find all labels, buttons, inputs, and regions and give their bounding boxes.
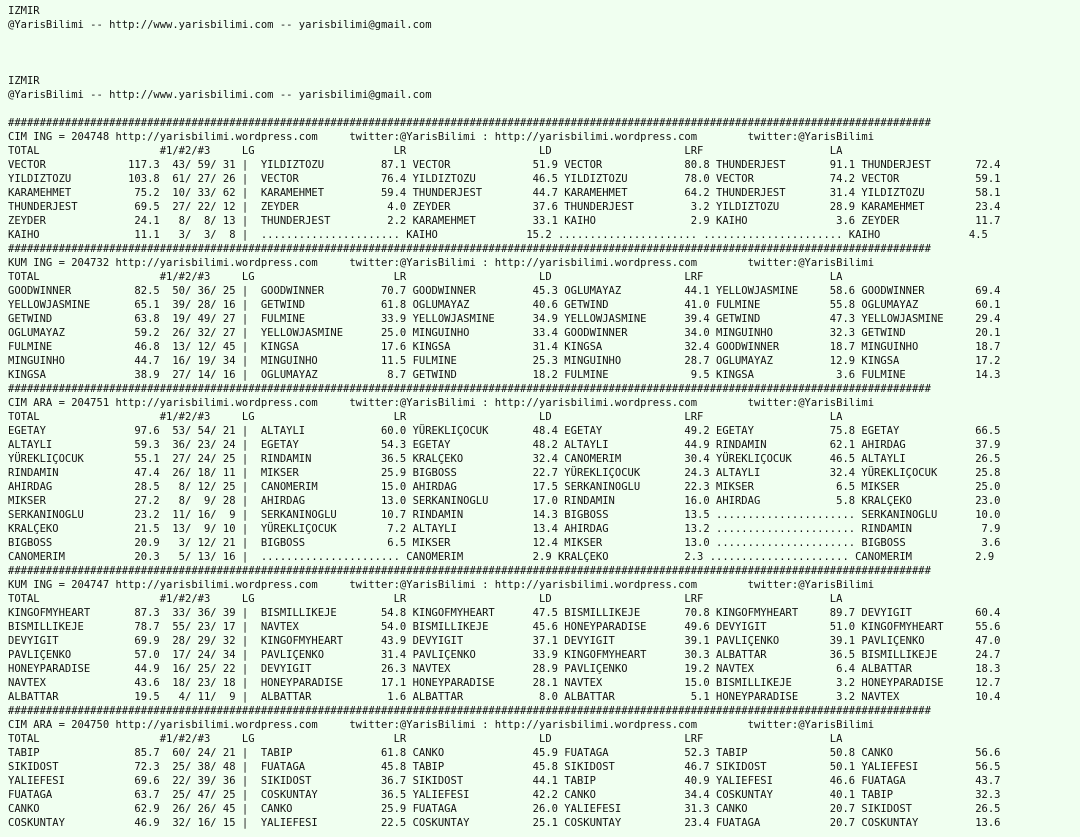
table-row: BISMILLIKEJE 78.7 55/ 23/ 17 | NAVTEX 54.0 BISMILLIKEJE 45.6 HONEYPARADISE 49.6 DEVYIGIT 51.0 KINGOFMYHEART 55.6: [8, 621, 1001, 633]
column-header-row: TOTAL #1/#2/#3 LG LR LD LRF LA: [8, 271, 843, 283]
column-header-row: TOTAL #1/#2/#3 LG LR LD LRF LA: [8, 593, 843, 605]
separator-line: ##################################################################################################################################################: [8, 383, 931, 395]
table-row: KAIHO 11.1 3/ 3/ 8 | ...................... KAIHO 15.2 ...................... ...................... KAIHO 4.5: [8, 229, 988, 241]
column-header-row: TOTAL #1/#2/#3 LG LR LD LRF LA: [8, 411, 843, 423]
table-row: GOODWINNER 82.5 50/ 36/ 25 | GOODWINNER 70.7 GOODWINNER 45.3 OGLUMAYAZ 44.1 YELLOWJASMINE 58.6 GOODWINNER 69.4: [8, 285, 1001, 297]
text-line: @YarisBilimi -- http://www.yarisbilimi.com -- yarisbilimi@gmail.com: [8, 89, 432, 101]
table-row: HONEYPARADISE 44.9 16/ 25/ 22 | DEVYIGIT 26.3 NAVTEX 28.9 PAVLIÇENKO 19.2 NAVTEX 6.4 ALBATTAR 18.3: [8, 663, 1001, 675]
table-row: YILDIZTOZU 103.8 61/ 27/ 26 | VECTOR 76.4 YILDIZTOZU 46.5 YILDIZTOZU 78.0 VECTOR 74.2 VECTOR 59.1: [8, 173, 1001, 185]
table-row: COSKUNTAY 46.9 32/ 16/ 15 | YALIEFESI 22.5 COSKUNTAY 25.1 COSKUNTAY 23.4 FUATAGA 20.7 COSKUNTAY 13.6: [8, 817, 1001, 829]
table-row: CANKO 62.9 26/ 26/ 45 | CANKO 25.9 FUATAGA 26.0 YALIEFESI 31.3 CANKO 20.7 SIKIDOST 26.5: [8, 803, 1001, 815]
blank-line: [8, 46, 1080, 60]
table-row: THUNDERJEST 69.5 27/ 22/ 12 | ZEYDER 4.0 ZEYDER 37.6 THUNDERJEST 3.2 YILDIZTOZU 28.9 KARAMEHMET 23.4: [8, 201, 1001, 213]
table-row: KINGOFMYHEART 87.3 33/ 36/ 39 | BISMILLIKEJE 54.8 KINGOFMYHEART 47.5 BISMILLIKEJE 70.8 KINGOFMYHEART 89.7 DEVYIGIT 60.4: [8, 607, 1001, 619]
table-row: KRALÇEKO 21.5 13/ 9/ 10 | YÜREKLIÇOCUK 7.2 ALTAYLI 13.4 AHIRDAG 13.2 ...................... RINDAMIN 7.9: [8, 523, 1001, 535]
table-row: EGETAY 97.6 53/ 54/ 21 | ALTAYLI 60.0 YÜREKLIÇOCUK 48.4 EGETAY 49.2 EGETAY 75.8 EGETAY 66.5: [8, 425, 1001, 437]
table-row: MINGUINHO 44.7 16/ 19/ 34 | MINGUINHO 11.5 FULMINE 25.3 MINGUINHO 28.7 OGLUMAYAZ 12.9 KINGSA 17.2: [8, 355, 1001, 367]
separator-line: ##################################################################################################################################################: [8, 565, 931, 577]
text-line: @YarisBilimi -- http://www.yarisbilimi.com -- yarisbilimi@gmail.com: [8, 19, 432, 31]
table-row: NAVTEX 43.6 18/ 23/ 18 | HONEYPARADISE 17.1 HONEYPARADISE 28.1 NAVTEX 15.0 BISMILLIKEJE 3.2 HONEYPARADISE 12.7: [8, 677, 1001, 689]
table-row: TABIP 85.7 60/ 24/ 21 | TABIP 61.8 CANKO 45.9 FUATAGA 52.3 TABIP 50.8 CANKO 56.6: [8, 747, 1001, 759]
table-row: VECTOR 117.3 43/ 59/ 31 | YILDIZTOZU 87.1 VECTOR 51.9 VECTOR 80.8 THUNDERJEST 91.1 THUNDERJEST 72.4: [8, 159, 1001, 171]
table-row: ALBATTAR 19.5 4/ 11/ 9 | ALBATTAR 1.6 ALBATTAR 8.0 ALBATTAR 5.1 HONEYPARADISE 3.2 NAVTEX 10.4: [8, 691, 1001, 703]
table-row: SERKANINOGLU 23.2 11/ 16/ 9 | SERKANINOGLU 10.7 RINDAMIN 14.3 BIGBOSS 13.5 ...................... SERKANINOGLU 10.0: [8, 509, 1001, 521]
table-row: RINDAMIN 47.4 26/ 18/ 11 | MIKSER 25.9 BIGBOSS 22.7 YÜREKLIÇOCUK 24.3 ALTAYLI 32.4 YÜREKLIÇOCUK 25.8: [8, 467, 1001, 479]
table-row: KARAMEHMET 75.2 10/ 33/ 62 | KARAMEHMET 59.4 THUNDERJEST 44.7 KARAMEHMET 64.2 THUNDERJEST 31.4 YILDIZTOZU 58.1: [8, 187, 1001, 199]
table-row: BIGBOSS 20.9 3/ 12/ 21 | BIGBOSS 6.5 MIKSER 12.4 MIKSER 13.0 ...................... BIGBOSS 3.6: [8, 537, 1001, 549]
column-header-row: TOTAL #1/#2/#3 LG LR LD LRF LA: [8, 733, 843, 745]
column-header-row: TOTAL #1/#2/#3 LG LR LD LRF LA: [8, 145, 843, 157]
table-row: YALIEFESI 69.6 22/ 39/ 36 | SIKIDOST 36.7 SIKIDOST 44.1 TABIP 40.9 YALIEFESI 46.6 FUATAGA 43.7: [8, 775, 1001, 787]
table-row: YÜREKLIÇOCUK 55.1 27/ 24/ 25 | RINDAMIN 36.5 KRALÇEKO 32.4 CANOMERIM 30.4 YÜREKLIÇOCUK 46.5 ALTAYLI 26.5: [8, 453, 1001, 465]
separator-line: ##################################################################################################################################################: [8, 243, 931, 255]
text-line: IZMIR: [8, 75, 40, 87]
table-row: MIKSER 27.2 8/ 9/ 28 | AHIRDAG 13.0 SERKANINOGLU 17.0 RINDAMIN 16.0 AHIRDAG 5.8 KRALÇEKO 23.0: [8, 495, 1001, 507]
table-row: YELLOWJASMINE 65.1 39/ 28/ 16 | GETWIND 61.8 OGLUMAYAZ 40.6 GETWIND 41.0 FULMINE 55.8 OGLUMAYAZ 60.1: [8, 299, 1001, 311]
table-row: KINGSA 38.9 27/ 14/ 16 | OGLUMAYAZ 8.7 GETWIND 18.2 FULMINE 9.5 KINGSA 3.6 FULMINE 14.3: [8, 369, 1001, 381]
separator-line: ##################################################################################################################################################: [8, 117, 931, 129]
table-row: CANOMERIM 20.3 5/ 13/ 16 | ...................... CANOMERIM 2.9 KRALÇEKO 2.3 ...................... CANOMERIM 2.9: [8, 551, 995, 563]
race-header: CIM ARA = 204751 http://yarisbilimi.wordpress.com twitter:@YarisBilimi : http://yarisbilimi.wordpress.com twitter:@YarisBilimi: [8, 397, 875, 409]
race-header: KUM ING = 204747 http://yarisbilimi.wordpress.com twitter:@YarisBilimi : http://yarisbilimi.wordpress.com twitter:@YarisBilimi: [8, 579, 875, 591]
table-row: FUATAGA 63.7 25/ 47/ 25 | COSKUNTAY 36.5 YALIEFESI 42.2 CANKO 34.4 COSKUNTAY 40.1 TABIP 32.3: [8, 789, 1001, 801]
table-row: DEVYIGIT 69.9 28/ 29/ 32 | KINGOFMYHEART 43.9 DEVYIGIT 37.1 DEVYIGIT 39.1 PAVLIÇENKO 39.1 PAVLIÇENKO 47.0: [8, 635, 1001, 647]
blank-line: [8, 32, 1080, 46]
separator-line: ##################################################################################################################################################: [8, 705, 931, 717]
table-row: SIKIDOST 72.3 25/ 38/ 48 | FUATAGA 45.8 TABIP 45.8 SIKIDOST 46.7 SIKIDOST 50.1 YALIEFESI 56.5: [8, 761, 1001, 773]
table-row: FULMINE 46.8 13/ 12/ 45 | KINGSA 17.6 KINGSA 31.4 KINGSA 32.4 GOODWINNER 18.7 MINGUINHO 18.7: [8, 341, 1001, 353]
table-row: AHIRDAG 28.5 8/ 12/ 25 | CANOMERIM 15.0 AHIRDAG 17.5 SERKANINOGLU 22.3 MIKSER 6.5 MIKSER 25.0: [8, 481, 1001, 493]
table-row: OGLUMAYAZ 59.2 26/ 32/ 27 | YELLOWJASMINE 25.0 MINGUINHO 33.4 GOODWINNER 34.0 MINGUINHO 32.3 GETWIND 20.1: [8, 327, 1001, 339]
table-row: PAVLIÇENKO 57.0 17/ 24/ 34 | PAVLIÇENKO 31.4 PAVLIÇENKO 33.9 KINGOFMYHEART 30.3 ALBATTAR 36.5 BISMILLIKEJE 24.7: [8, 649, 1001, 661]
table-row: ALTAYLI 59.3 36/ 23/ 24 | EGETAY 54.3 EGETAY 48.2 ALTAYLI 44.9 RINDAMIN 62.1 AHIRDAG 37.9: [8, 439, 1001, 451]
blank-line: [8, 102, 1080, 116]
race-header: CIM ING = 204748 http://yarisbilimi.wordpress.com twitter:@YarisBilimi : http://yarisbilimi.wordpress.com twitter:@YarisBilimi: [8, 131, 875, 143]
table-row: ZEYDER 24.1 8/ 8/ 13 | THUNDERJEST 2.2 KARAMEHMET 33.1 KAIHO 2.9 KAIHO 3.6 ZEYDER 11.7: [8, 215, 1001, 227]
table-row: GETWIND 63.8 19/ 49/ 27 | FULMINE 33.9 YELLOWJASMINE 34.9 YELLOWJASMINE 39.4 GETWIND 47.3 YELLOWJASMINE 29.4: [8, 313, 1001, 325]
blank-line: [8, 60, 1080, 74]
race-header: KUM ING = 204732 http://yarisbilimi.wordpress.com twitter:@YarisBilimi : http://yarisbilimi.wordpress.com twitter:@YarisBilimi: [8, 257, 875, 269]
race-header: CIM ARA = 204750 http://yarisbilimi.wordpress.com twitter:@YarisBilimi : http://yarisbilimi.wordpress.com twitter:@YarisBilimi: [8, 719, 875, 731]
text-line: IZMIR: [8, 5, 40, 17]
